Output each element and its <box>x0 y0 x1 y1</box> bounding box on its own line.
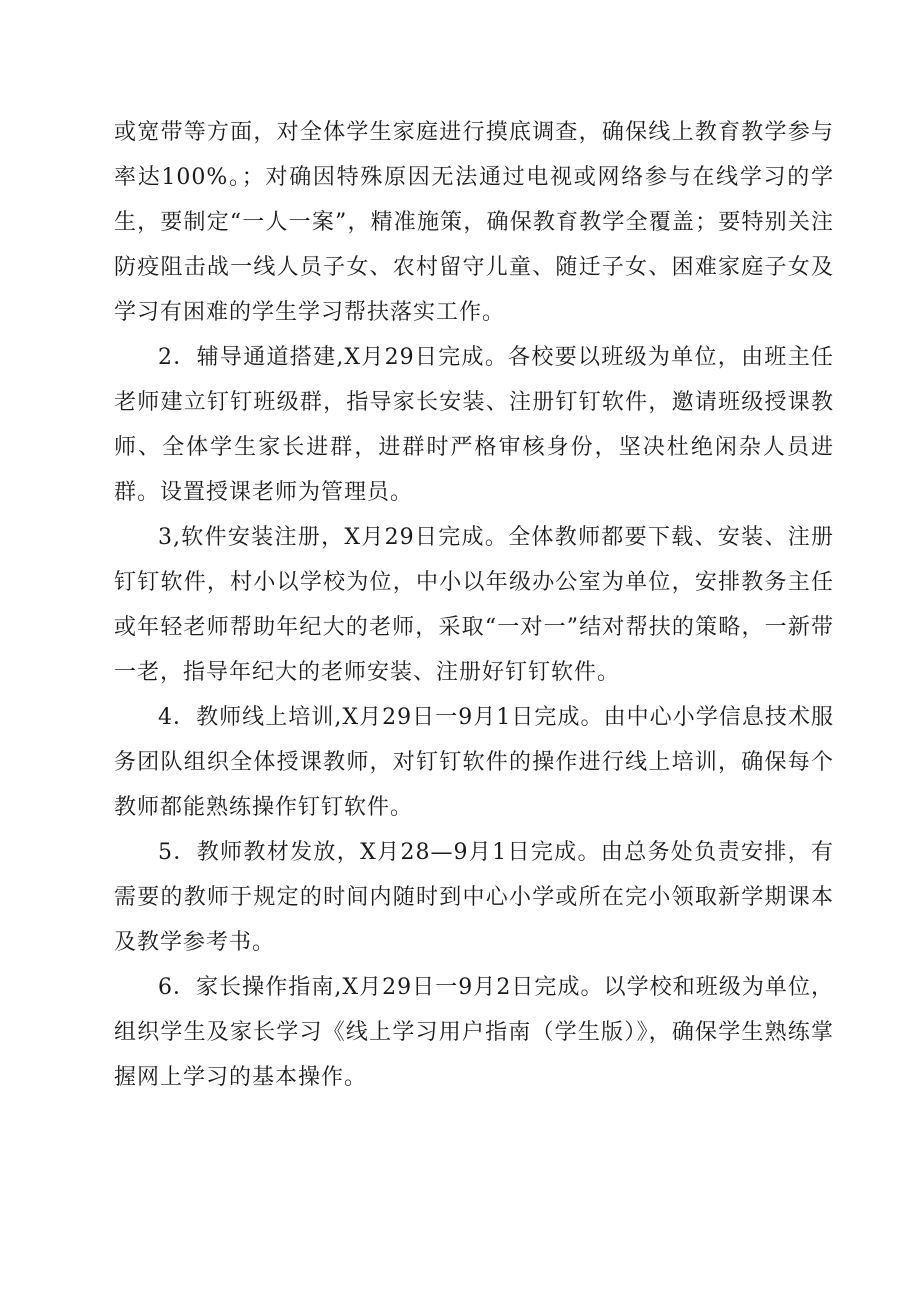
paragraph-item-5: 5．教师教材发放，X月28—9月1日完成。由总务处负责安排，有需要的教师于规定的时间内随时到中心小学或所在完小领取新学期课本及教学参考书。 <box>114 840 834 955</box>
paragraph-item-2: 2．辅导通道搭建,X月29日完成。各校要以班级为单位，由班主任老师建立钉钉班级群，指导家长安装、注册钉钉软件，邀请班级授课教师、全体学生家长进群，进群时严格审核身份，坚决杜绝闲杂人员进群。设置授课老师为管理员。 <box>114 345 834 505</box>
paragraph-item-3: 3,软件安装注册，X月29日完成。全体教师都要下载、安装、注册钉钉软件，村小以学校为位，中小以年级办公室为单位，安排教务主任或年轻老师帮助年纪大的老师，采取“一对一”结对帮扶的策略，一新带一老，指导年纪大的老师安装、注册好钉钉软件。 <box>114 525 834 685</box>
paragraph-item-4: 4．教师线上培训,X月29日一9月1日完成。由中心小学信息技术服务团队组织全体授课教师，对钉钉软件的操作进行线上培训，确保每个教师都能熟练操作钉钉软件。 <box>114 705 834 820</box>
document-body <box>114 110 834 1100</box>
paragraph-item-6: 6．家长操作指南,X月29日一9月2日完成。以学校和班级为单位，组织学生及家长学习《线上学习用户指南（学生版）》，确保学生熟练掌握网上学习的基本操作。 <box>114 975 834 1090</box>
paragraph-continued: 或宽带等方面，对全体学生家庭进行摸底调查，确保线上教育教学参与率达100%。；对确因特殊原因无法通过电视或网络参与在线学习的学生，要制定“一人一案”，精准施策，确保教育教学全覆盖；要特别关注防疫阻击战一线人员子女、农村留守儿童、随迁子女、困难家庭子女及学习有困难的学生学习帮扶落实工作。 <box>114 120 834 325</box>
